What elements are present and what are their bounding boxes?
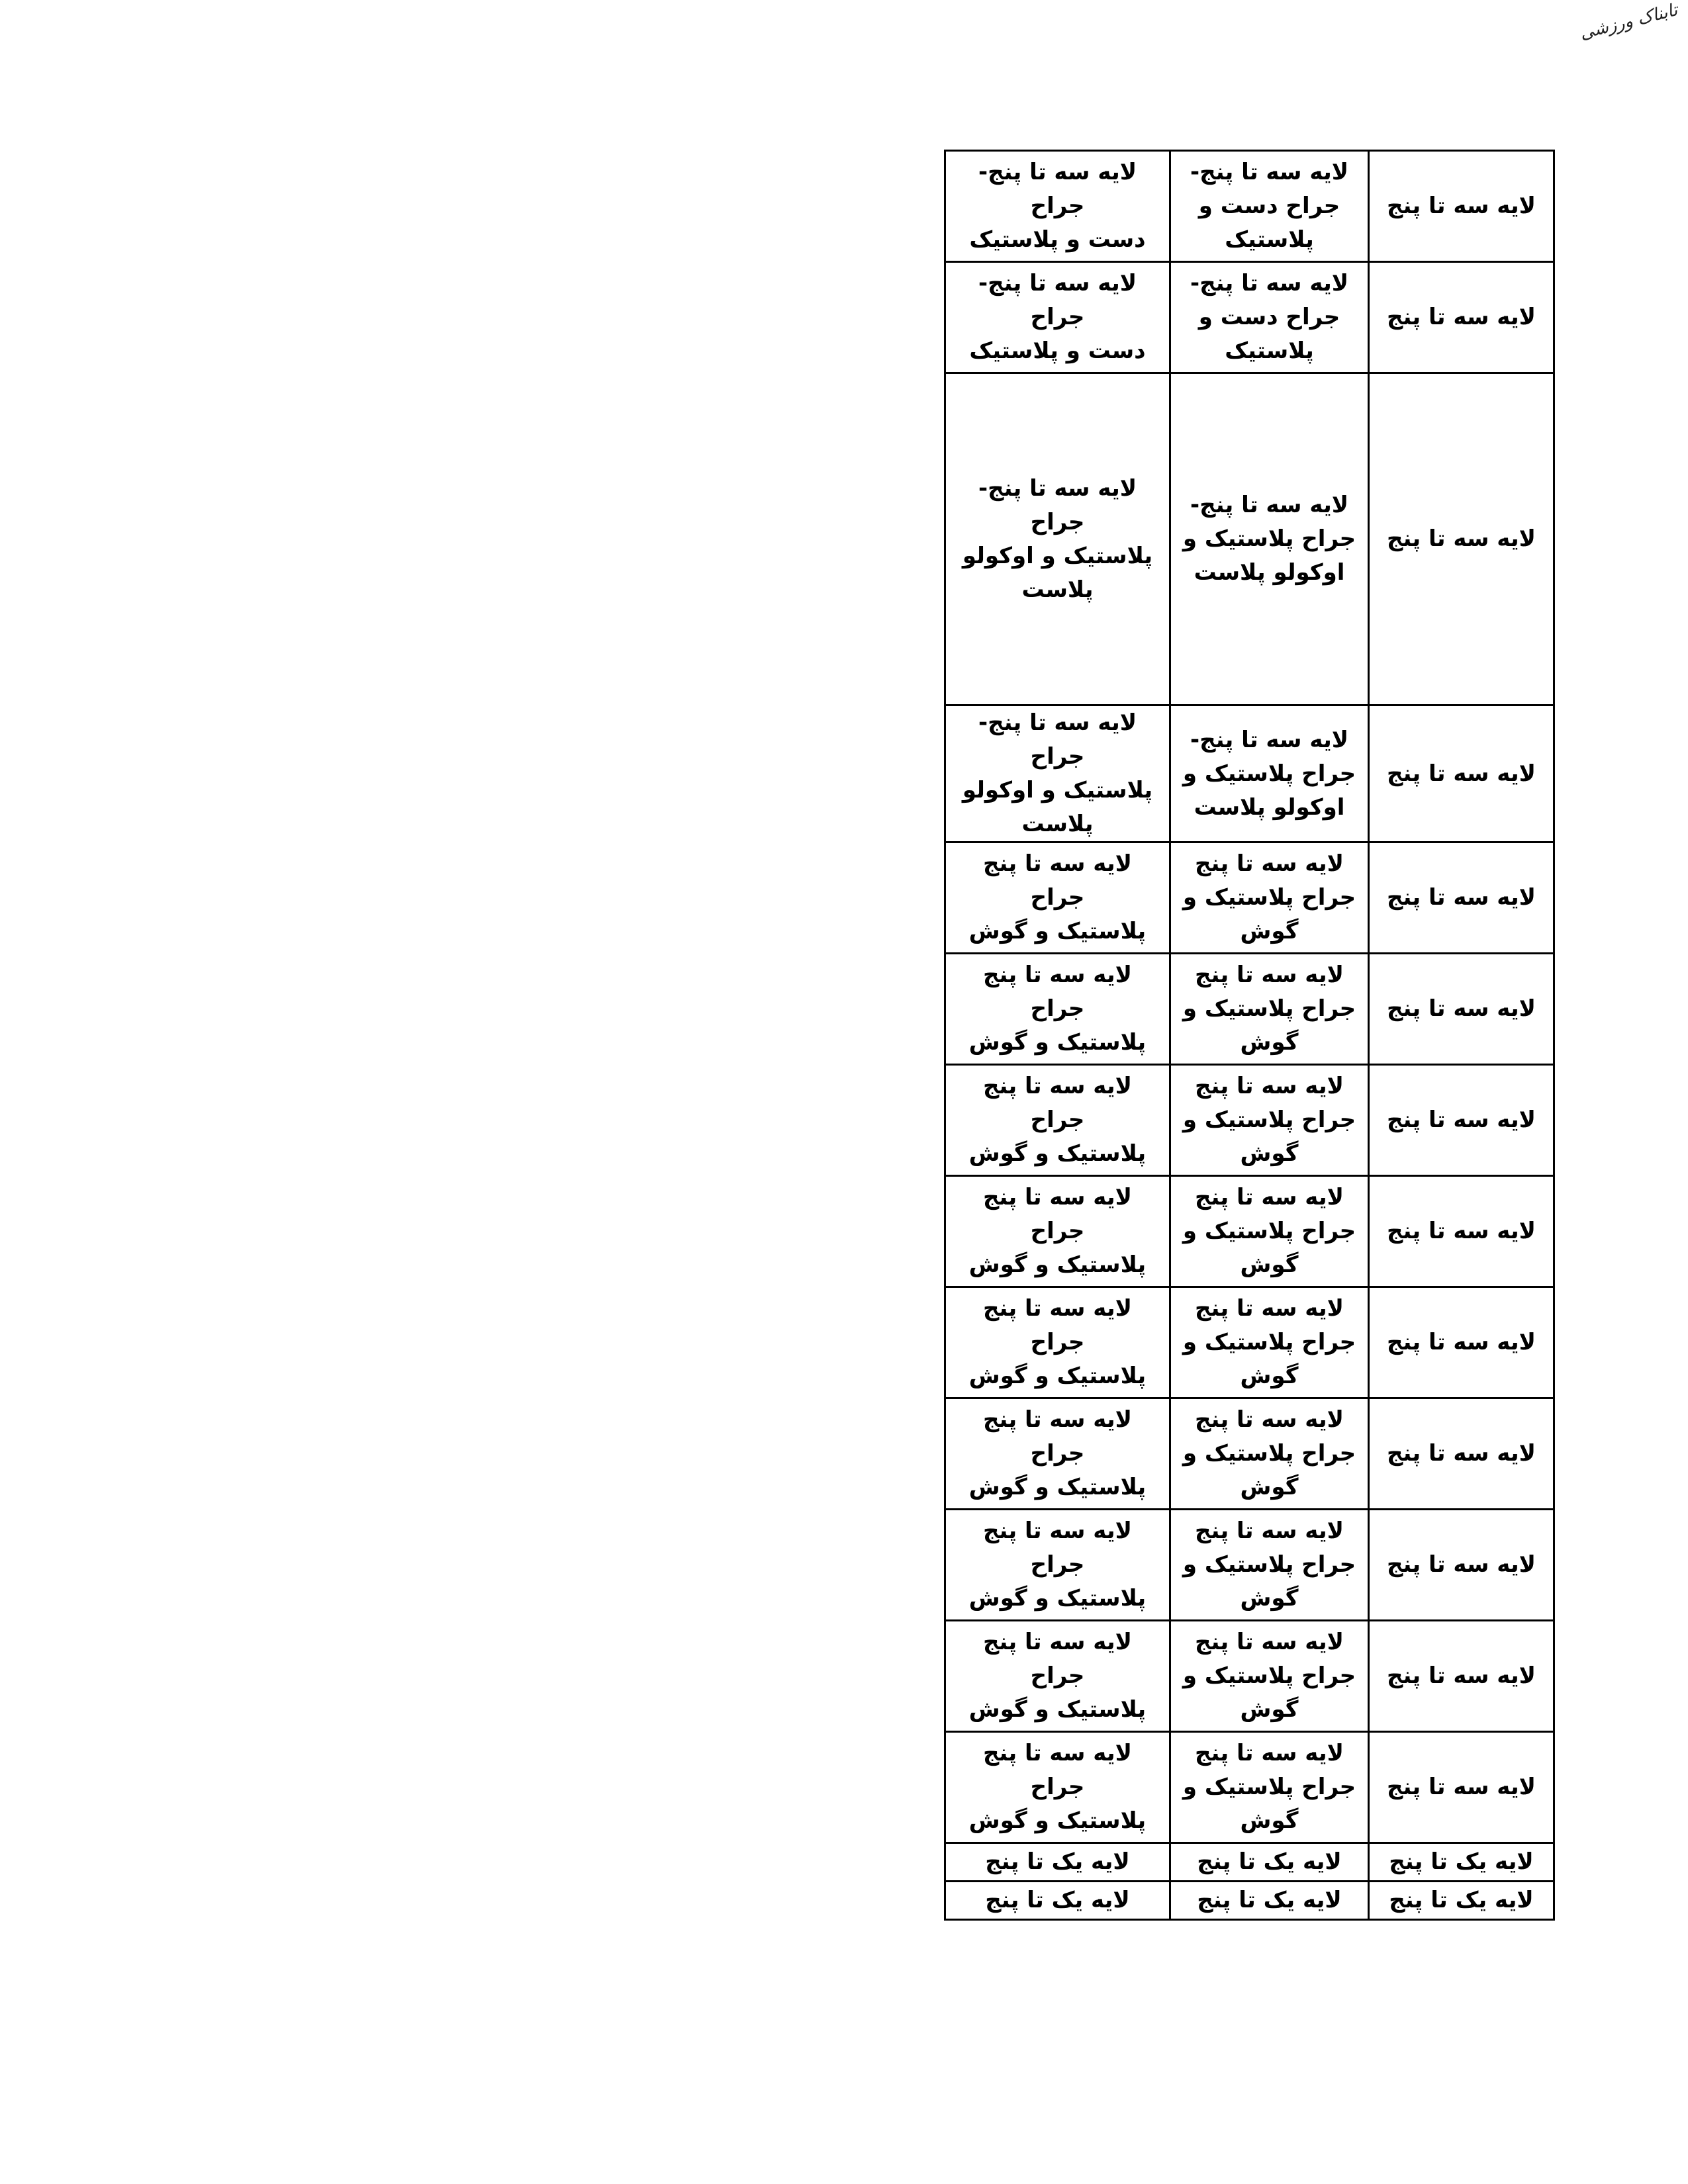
table-cell: لایه سه تا پنج جراح پلاستیک و گوش [1170,1732,1369,1843]
table-row [945,954,1554,1065]
table-cell: لایه یک تا پنج [945,1882,1170,1920]
table-cell: لایه سه تا پنج [1369,1621,1554,1732]
table-cell: لایه سه تا پنج- جراح پلاستیک و اوکولو پلاست [1170,705,1369,842]
table-cell: لایه سه تا پنج جراح پلاستیک و گوش [945,1398,1170,1510]
table-cell: لایه سه تا پنج- جراح دست و پلاستیک [945,151,1170,262]
table-row [945,1398,1554,1510]
table-cell: لایه سه تا پنج جراح پلاستیک و گوش [1170,1176,1369,1287]
table-row [945,1176,1554,1287]
table-cell: لایه سه تا پنج [1369,1732,1554,1843]
table-cell: لایه سه تا پنج [1369,1398,1554,1510]
table-row [945,1882,1554,1920]
table-cell: لایه سه تا پنج- جراح دست و پلاستیک [1170,151,1369,262]
table-row [945,1287,1554,1398]
table-row [945,1065,1554,1176]
table-cell: لایه سه تا پنج [1369,1510,1554,1621]
table-cell: لایه سه تا پنج [1369,373,1554,705]
table-cell: لایه سه تا پنج جراح پلاستیک و گوش [945,954,1170,1065]
table-cell: لایه یک تا پنج [1369,1882,1554,1920]
table-cell: لایه سه تا پنج جراح پلاستیک و گوش [945,1510,1170,1621]
table-cell: لایه سه تا پنج جراح پلاستیک و گوش [1170,1287,1369,1398]
table-cell: لایه سه تا پنج- جراح پلاستیک و اوکولو پلاست [945,705,1170,842]
table-cell: لایه یک تا پنج [1170,1882,1369,1920]
table-cell: لایه سه تا پنج جراح پلاستیک و گوش [1170,1621,1369,1732]
table-cell: لایه سه تا پنج جراح پلاستیک و گوش [1170,1510,1369,1621]
table-cell: لایه سه تا پنج جراح پلاستیک و گوش [945,1287,1170,1398]
table-cell: لایه سه تا پنج- جراح دست و پلاستیک [1170,262,1369,373]
table-cell: لایه سه تا پنج جراح پلاستیک و گوش [1170,842,1369,954]
table-cell: لایه سه تا پنج [1369,262,1554,373]
table-row [945,1510,1554,1621]
table-cell: لایه سه تا پنج جراح پلاستیک و گوش [1170,1398,1369,1510]
table-row [945,1843,1554,1882]
table-cell: لایه سه تا پنج [1369,1176,1554,1287]
table-cell: لایه سه تا پنج [1369,1065,1554,1176]
table-cell: لایه سه تا پنج [1369,1287,1554,1398]
table-cell: لایه سه تا پنج [1369,705,1554,842]
table-cell: لایه سه تا پنج جراح پلاستیک و گوش [1170,954,1369,1065]
table-cell: لایه یک تا پنج [1369,1843,1554,1882]
table-row [945,373,1554,705]
table-cell: لایه سه تا پنج جراح پلاستیک و گوش [945,1176,1170,1287]
table-cell: لایه سه تا پنج- جراح پلاستیک و اوکولو پلاست [1170,373,1369,705]
table-row [945,1621,1554,1732]
table-cell: لایه سه تا پنج [1369,954,1554,1065]
table-cell: لایه سه تا پنج جراح پلاستیک و گوش [945,1621,1170,1732]
tabnak-logo: تابناک ورزشی [1577,0,1680,44]
table-row [945,151,1554,262]
table-cell: لایه یک تا پنج [945,1843,1170,1882]
table-cell: لایه سه تا پنج جراح پلاستیک و گوش [945,1732,1170,1843]
table-row [945,1732,1554,1843]
table-cell: لایه سه تا پنج- جراح پلاستیک و اوکولو پلاست [945,373,1170,705]
table-cell: لایه سه تا پنج جراح پلاستیک و گوش [945,842,1170,954]
layers-table [944,150,1555,1921]
table-cell: لایه یک تا پنج [1170,1843,1369,1882]
table-cell: لایه سه تا پنج- جراح دست و پلاستیک [945,262,1170,373]
table-cell: لایه سه تا پنج [1369,151,1554,262]
table-row [945,262,1554,373]
table-row [945,842,1554,954]
table-cell: لایه سه تا پنج [1369,842,1554,954]
table-cell: لایه سه تا پنج جراح پلاستیک و گوش [1170,1065,1369,1176]
table-row [945,705,1554,842]
table-cell: لایه سه تا پنج جراح پلاستیک و گوش [945,1065,1170,1176]
